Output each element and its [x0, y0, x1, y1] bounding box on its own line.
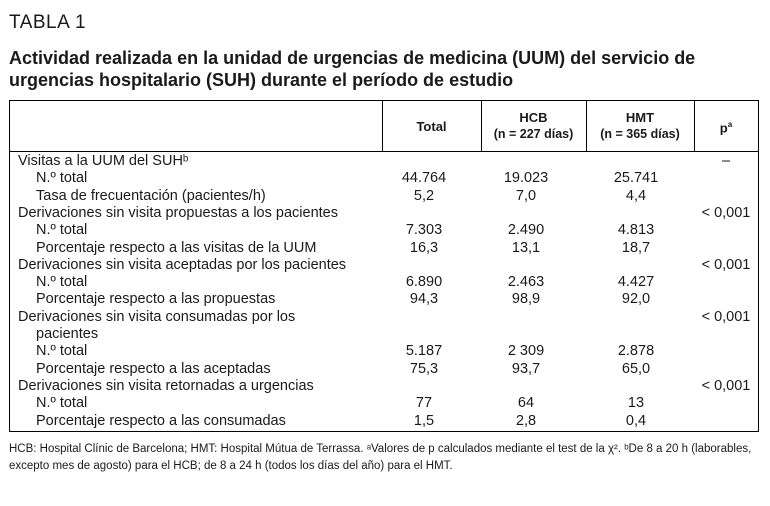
row-label: Visitas a la UUM del SUHᵇ [18, 153, 189, 169]
cell-total: 75,3 [409, 360, 439, 377]
cell-total: 6.890 [405, 274, 443, 291]
header-hcb-label: HCB [519, 110, 548, 125]
row-label: Porcentaje respecto a las visitas de la UUM [36, 239, 317, 256]
cell-total: 1,5 [413, 412, 435, 429]
cell-total: 5,2 [413, 187, 435, 204]
cell-hcb: 2.490 [507, 222, 545, 239]
cell-hcb: 2.463 [507, 274, 545, 291]
header-hcb [481, 101, 586, 151]
table-header [10, 101, 758, 152]
table-row [10, 170, 758, 187]
header-p [694, 101, 758, 151]
cell-hmt: 4.813 [617, 222, 655, 239]
row-label: Porcentaje respecto a las consumadas [36, 412, 286, 429]
table-row [10, 395, 758, 412]
cell-p: < 0,001 [701, 204, 751, 221]
row-label: Derivaciones sin visita propuestas a los pacientes [18, 204, 338, 221]
table-title: Actividad realizada en la unidad de urgencias de medicina (UUM) del servicio de urgencias hospitalario (SUH) durante el período de estudio [9, 48, 696, 90]
table-footnote: HCB: Hospital Clínic de Barcelona; HMT: Hospital Mútua de Terrassa. ᵃValores de p calculados mediante el test de la χ². ᵇDe 8 a 20 h (laborables, excepto mes de agosto) para el HCB; de 8 a 24 h (todos los días del año) para el HMT. [9, 443, 752, 472]
header-hmt-label: HMT [625, 110, 655, 125]
cell-total: 44.764 [401, 170, 447, 187]
cell-p: < 0,001 [701, 308, 751, 325]
row-label: Derivaciones sin visita retornadas a urgencias [18, 377, 314, 394]
cell-hcb: 7,0 [515, 187, 537, 204]
cell-hmt: 0,4 [625, 412, 647, 429]
row-label: N.º total [36, 395, 88, 412]
table-row [10, 222, 758, 239]
row-label: Tasa de frecuentación (pacientes/h) [36, 187, 266, 204]
cell-hmt: 92,0 [621, 291, 651, 308]
cell-hcb: 64 [517, 395, 535, 412]
cell-total: 16,3 [409, 239, 439, 256]
cell-hcb: 93,7 [511, 360, 541, 377]
table-row [10, 309, 758, 326]
header-hmt-sub: (n = 365 días) [600, 127, 680, 141]
header-p-sup: a [727, 119, 733, 129]
cell-total: 77 [415, 395, 433, 412]
row-label: N.º total [36, 274, 88, 291]
cell-p: – [721, 153, 731, 169]
row-label: N.º total [36, 222, 88, 239]
row-label: Derivaciones sin visita consumadas por los [18, 308, 296, 325]
cell-hcb: 98,9 [511, 291, 541, 308]
cell-hmt: 13 [627, 395, 645, 412]
cell-hmt: 4,4 [625, 187, 647, 204]
table-row [10, 378, 758, 395]
table-label: TABLA 1 [9, 12, 87, 33]
row-label: pacientes [36, 326, 99, 342]
table-row [10, 188, 758, 205]
header-hcb-sub: (n = 227 días) [493, 127, 574, 141]
cell-hmt: 18,7 [621, 239, 651, 256]
row-label: N.º total [36, 170, 88, 187]
cell-total: 5.187 [405, 343, 443, 360]
row-label: Porcentaje respecto a las aceptadas [36, 360, 271, 377]
table-row [10, 326, 758, 343]
table-row [10, 274, 758, 291]
table-row [10, 361, 758, 378]
table-row [10, 291, 758, 308]
table-row [10, 257, 758, 274]
row-label: Derivaciones sin visita aceptadas por los pacientes [18, 256, 347, 273]
table-row [10, 153, 758, 170]
table-row [10, 240, 758, 257]
row-label: Porcentaje respecto a las propuestas [36, 291, 276, 308]
cell-hmt: 2.878 [617, 343, 655, 360]
row-label: N.º total [36, 343, 88, 360]
table-row [10, 343, 758, 360]
cell-hmt: 25.741 [613, 170, 659, 187]
table-row [10, 205, 758, 222]
cell-hcb: 2,8 [515, 412, 537, 429]
header-p-label: p [719, 120, 728, 136]
cell-total: 7.303 [405, 222, 443, 239]
cell-hmt: 65,0 [621, 360, 651, 377]
header-hmt [586, 101, 694, 151]
cell-hcb: 2 309 [507, 343, 545, 360]
cell-total: 94,3 [409, 291, 439, 308]
cell-hcb: 19.023 [503, 170, 549, 187]
data-table [9, 100, 759, 432]
cell-p: < 0,001 [701, 377, 751, 394]
cell-hmt: 4.427 [617, 274, 655, 291]
header-total [382, 101, 481, 151]
cell-p: < 0,001 [701, 256, 751, 273]
table-row [10, 413, 758, 430]
header-total-label: Total [416, 118, 447, 134]
cell-hcb: 13,1 [511, 239, 541, 256]
